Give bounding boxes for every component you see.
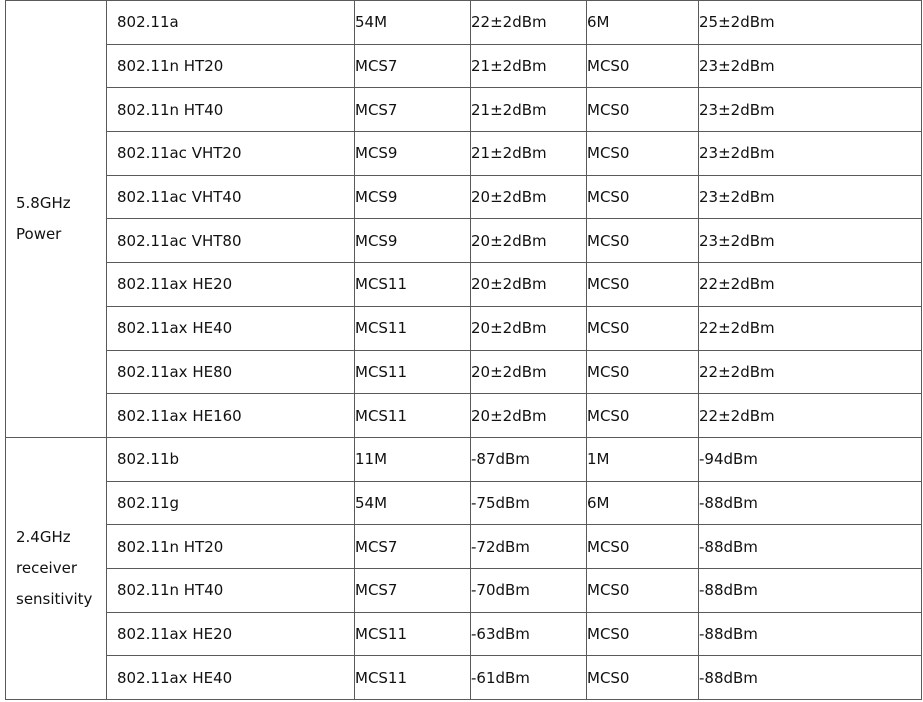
rate-low-cell: MCS0 (587, 175, 699, 219)
value-low-cell: -94dBm (699, 437, 922, 481)
value-low-cell: 22±2dBm (699, 263, 922, 307)
rate-high-cell: 54M (355, 481, 471, 525)
mode-cell: 802.11n HT20 (107, 525, 355, 569)
table-row (6, 263, 922, 307)
group-label-line: 5.8GHz (16, 193, 71, 212)
group-label-line: Power (16, 224, 62, 243)
table-row (6, 656, 922, 700)
value-low-cell: -88dBm (699, 525, 922, 569)
mode-cell: 802.11g (107, 481, 355, 525)
table-row (6, 306, 922, 350)
rate-low-cell: 6M (587, 1, 699, 45)
rate-low-cell: MCS0 (587, 350, 699, 394)
value-high-cell: 21±2dBm (471, 88, 587, 132)
rate-high-cell: MCS11 (355, 306, 471, 350)
mode-cell: 802.11n HT40 (107, 568, 355, 612)
rate-low-cell: MCS0 (587, 88, 699, 132)
table-row (6, 568, 922, 612)
group-label-cell (6, 437, 107, 699)
spec-table (5, 0, 922, 700)
value-low-cell: 22±2dBm (699, 306, 922, 350)
table-row (6, 1, 922, 45)
value-low-cell: 25±2dBm (699, 1, 922, 45)
mode-cell: 802.11n HT20 (107, 44, 355, 88)
value-high-cell: 22±2dBm (471, 1, 587, 45)
rate-low-cell: MCS0 (587, 525, 699, 569)
rate-high-cell: MCS9 (355, 175, 471, 219)
table-row (6, 394, 922, 438)
value-high-cell: 20±2dBm (471, 263, 587, 307)
group-label-line: receiver (16, 558, 77, 577)
rate-high-cell: 11M (355, 437, 471, 481)
mode-cell: 802.11ac VHT40 (107, 175, 355, 219)
value-high-cell: 20±2dBm (471, 350, 587, 394)
rate-low-cell: MCS0 (587, 568, 699, 612)
table-row (6, 44, 922, 88)
value-low-cell: -88dBm (699, 568, 922, 612)
group-label-line: 2.4GHz (16, 527, 71, 546)
value-high-cell: -72dBm (471, 525, 587, 569)
value-low-cell: 22±2dBm (699, 350, 922, 394)
mode-cell: 802.11ax HE160 (107, 394, 355, 438)
rate-low-cell: 1M (587, 437, 699, 481)
mode-cell: 802.11ax HE80 (107, 350, 355, 394)
group-label-cell (6, 1, 107, 438)
value-low-cell: 23±2dBm (699, 44, 922, 88)
rate-low-cell: MCS0 (587, 263, 699, 307)
value-high-cell: -75dBm (471, 481, 587, 525)
rate-high-cell: MCS7 (355, 525, 471, 569)
rate-low-cell: MCS0 (587, 612, 699, 656)
mode-cell: 802.11a (107, 1, 355, 45)
rate-low-cell: MCS0 (587, 132, 699, 176)
table-row (6, 350, 922, 394)
value-low-cell: 23±2dBm (699, 132, 922, 176)
value-high-cell: -63dBm (471, 612, 587, 656)
value-low-cell: 23±2dBm (699, 175, 922, 219)
mode-cell: 802.11ac VHT20 (107, 132, 355, 176)
mode-cell: 802.11ax HE20 (107, 263, 355, 307)
rate-high-cell: MCS7 (355, 88, 471, 132)
mode-cell: 802.11ax HE20 (107, 612, 355, 656)
rate-high-cell: MCS9 (355, 219, 471, 263)
rate-low-cell: MCS0 (587, 44, 699, 88)
value-low-cell: -88dBm (699, 612, 922, 656)
rate-high-cell: 54M (355, 1, 471, 45)
table-row (6, 612, 922, 656)
rate-high-cell: MCS7 (355, 568, 471, 612)
table-row (6, 132, 922, 176)
table-row (6, 481, 922, 525)
value-low-cell: 22±2dBm (699, 394, 922, 438)
table-row (6, 525, 922, 569)
value-high-cell: 20±2dBm (471, 306, 587, 350)
rate-high-cell: MCS11 (355, 656, 471, 700)
mode-cell: 802.11ax HE40 (107, 306, 355, 350)
value-high-cell: 21±2dBm (471, 44, 587, 88)
value-low-cell: 23±2dBm (699, 219, 922, 263)
spec-table-body (6, 1, 922, 700)
value-high-cell: 20±2dBm (471, 394, 587, 438)
table-row (6, 88, 922, 132)
rate-high-cell: MCS9 (355, 132, 471, 176)
rate-low-cell: MCS0 (587, 219, 699, 263)
rate-low-cell: MCS0 (587, 656, 699, 700)
value-high-cell: 20±2dBm (471, 175, 587, 219)
value-high-cell: 21±2dBm (471, 132, 587, 176)
rate-high-cell: MCS11 (355, 612, 471, 656)
mode-cell: 802.11ax HE40 (107, 656, 355, 700)
mode-cell: 802.11b (107, 437, 355, 481)
table-row (6, 175, 922, 219)
value-high-cell: -70dBm (471, 568, 587, 612)
rate-low-cell: MCS0 (587, 394, 699, 438)
value-high-cell: -61dBm (471, 656, 587, 700)
rate-high-cell: MCS11 (355, 263, 471, 307)
rate-high-cell: MCS7 (355, 44, 471, 88)
rate-high-cell: MCS11 (355, 350, 471, 394)
rate-high-cell: MCS11 (355, 394, 471, 438)
value-low-cell: -88dBm (699, 656, 922, 700)
value-low-cell: -88dBm (699, 481, 922, 525)
mode-cell: 802.11ac VHT80 (107, 219, 355, 263)
value-high-cell: 20±2dBm (471, 219, 587, 263)
mode-cell: 802.11n HT40 (107, 88, 355, 132)
rate-low-cell: MCS0 (587, 306, 699, 350)
rate-low-cell: 6M (587, 481, 699, 525)
value-high-cell: -87dBm (471, 437, 587, 481)
group-label-line: sensitivity (16, 589, 93, 608)
table-row (6, 437, 922, 481)
table-row (6, 219, 922, 263)
value-low-cell: 23±2dBm (699, 88, 922, 132)
